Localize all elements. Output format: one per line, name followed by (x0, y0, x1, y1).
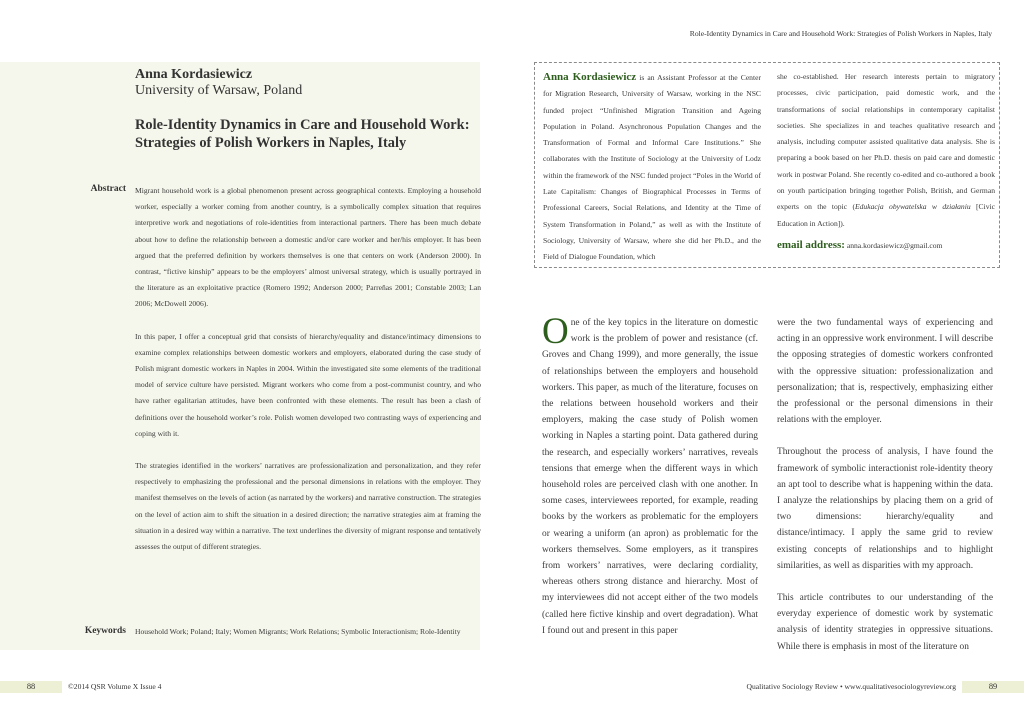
page-number-right: 89 (962, 681, 1024, 693)
abstract-paragraph: In this paper, I offer a conceptual grid that consists of hierarchy/equality and distance/intimacy dimensions to examine complex relationships between domestic workers and employers, elaborated during the case study of Polish migrant domestic workers in Naples in 2004. Within the investigated site some elements of the traditional model of service culture have persisted. Migrant workers who come from a post-communist country, and who have rather egalitarian attitudes, have been confronted with these elements. The result has been a clash of definitions over the household worker’s role. Polish women developed two contrasting ways of experiencing and coping with it. (135, 331, 481, 438)
abstract-label: Abstract (90, 184, 126, 194)
article-title: Role-Identity Dynamics in Care and Household Work: Strategies of Polish Workers in Naples, Italy (135, 117, 470, 151)
bio-text: is an Assistant Professor at the Center for Migration Research, University of Warsaw, working in the NSC funded project “Unfinished Migration Transition and Ageing Population in Poland. Asynchronous Population Changes and the Transformation of Formal and Informal Care Institutions.” She collaborates with the Institute of Sociology at the University of Lodz within the framework of the NSC funded project “Poles in the World of Late Capitalism: Changes of Biographical Processes in Terms of Professional Careers, Social Relations, and Identity at the Time of System Transformation in Poland,” as well as with the Institute of Sociology, University of Warsaw, where she did her Ph.D., and the Field of Dialogue Foundation, which (543, 73, 761, 262)
body-column-right (777, 315, 993, 671)
author-name: Anna Kordasiewicz (135, 67, 253, 82)
keywords-text: Household Work; Poland; Italy; Women Migrants; Work Relations; Symbolic Interactionism; Role-Identity (135, 627, 461, 636)
body-paragraph: Throughout the process of analysis, I have found the framework of symbolic interactionist role-identity theory an apt tool to describe what is happening within the data. I analyze the relationships by placing them on a grid of two dimensions: hierarchy/equality and distance/intimacy. I apply the same grid to review existing concepts of relationships and to highlight similarities, as well as disparities with my approach. (777, 447, 993, 571)
bio-column-right (777, 69, 995, 254)
bio-text: [Civic Education in Action]). (777, 202, 995, 228)
drop-cap: O (542, 311, 569, 352)
body-paragraph: were the two fundamental ways of experiencing and acting in an oppressive work environment. I will describe the opposing strategies of domestic workers confronted with the oppressive situation: professionalization and personalization; that is, respectively, emphasizing either the professional or the personal dimensions in their relations with the employer. (777, 318, 993, 426)
footer-copyright: ©2014 QSR Volume X Issue 4 (68, 682, 162, 691)
page-number-left: 88 (0, 681, 62, 693)
email-line (777, 237, 995, 254)
bio-text: she co-established. Her research interests pertain to migratory processes, civic participation, paid domestic work, and the transformations of social relationships in contemporary capitalist societies. She specializes in and teaches qualitative research and analysis, including computer assisted qualitative data analysis. She is preparing a book based on her Ph.D. thesis on paid care and domestic work in postwar Poland. She recently co-edited and co-authored a book on youth participation bringing together Polish, British, and German experts on the topic ( (777, 72, 995, 212)
bio-column-left (543, 69, 761, 266)
footer-journal: Qualitative Sociology Review • www.qualitativesociologyreview.org (746, 682, 956, 691)
body-paragraph: This article contributes to our understanding of the everyday experience of domestic work by systematic analysis of identity strategies in oppressive situations. While there is emphasis in most of the literature on (777, 593, 993, 652)
keywords-label: Keywords (84, 626, 126, 636)
abstract-text (135, 183, 481, 555)
bio-book-title: Edukacja obywatelska w działaniu (854, 202, 971, 212)
email-label: email address: (777, 238, 845, 251)
abstract-paragraph: The strategies identified in the workers’ narratives are professionalization and personalization, and they refer respectively to emphasizing the professional and the personal dimensions in relations with the employer. They manifest themselves on the levels of action (as narrated by the workers) and narrative construction. The strategies on the level of action aim to shift the situation in a desired direction; the narrative strategies aim at framing the situation in a desired way within a narrative. The text underlines the diversity of migrant response and tentatively assesses the output of different strategies. (135, 461, 481, 552)
email-address[interactable]: anna.kordasiewicz@gmail.com (846, 240, 943, 250)
running-header: Role-Identity Dynamics in Care and Household Work: Strategies of Polish Workers in Naples, Italy (689, 29, 992, 38)
body-paragraph: One of the key topics in the literature on domestic work is the problem of power and resistance (cf. Groves and Chang 1999), and more generally, the issue of relationships between the employers and household workers. This paper, as much of the literature, focuses on the relations between household workers and their employers, making the case study of Polish women working in Naples a starting point. Data gathered during the research, and especially workers’ narratives, reveals tensions that emerge when the different ways in which household roles are perceived clash with one another. In some cases, interviewees reported, for example, reading books by the workers as problematic for the employers or wearing a uniform (an apron) as problematic for the workers themselves. Some employers, as it transpires from workers’ narratives, were declaring cordiality, whereas others strong distance and hierarchy. Most of my interviewees did not accept either of the two models (called here fictive kinship and overt degradation). What I found out and present in this paper (542, 311, 758, 636)
abstract-paragraph: Migrant household work is a global phenomenon present across geographical contexts. Employing a household worker, especially a worker coming from another country, is a symbolically complex situation that requires interpretive work and negotiations of role-identities from interactional partners. There has been much debate about how to define the relationship between a domestic and/or care worker and her/his employer. It has been argued that the preferred definition by workers themselves is one that centers on work (Anderson 2000). In contrast, “fictive kinship” appears to be the employers’ almost universal strategy, which is usually portrayed in the literature as an exploitative practice (Romero 1992; Anderson 2000; Parreñas 2001; Constable 2003; Lan 2006; McDowell 2006). (135, 186, 481, 309)
author-affiliation: University of Warsaw, Poland (135, 83, 303, 98)
body-column-left (542, 311, 758, 655)
bio-author-name: Anna Kordasiewicz (543, 71, 637, 83)
